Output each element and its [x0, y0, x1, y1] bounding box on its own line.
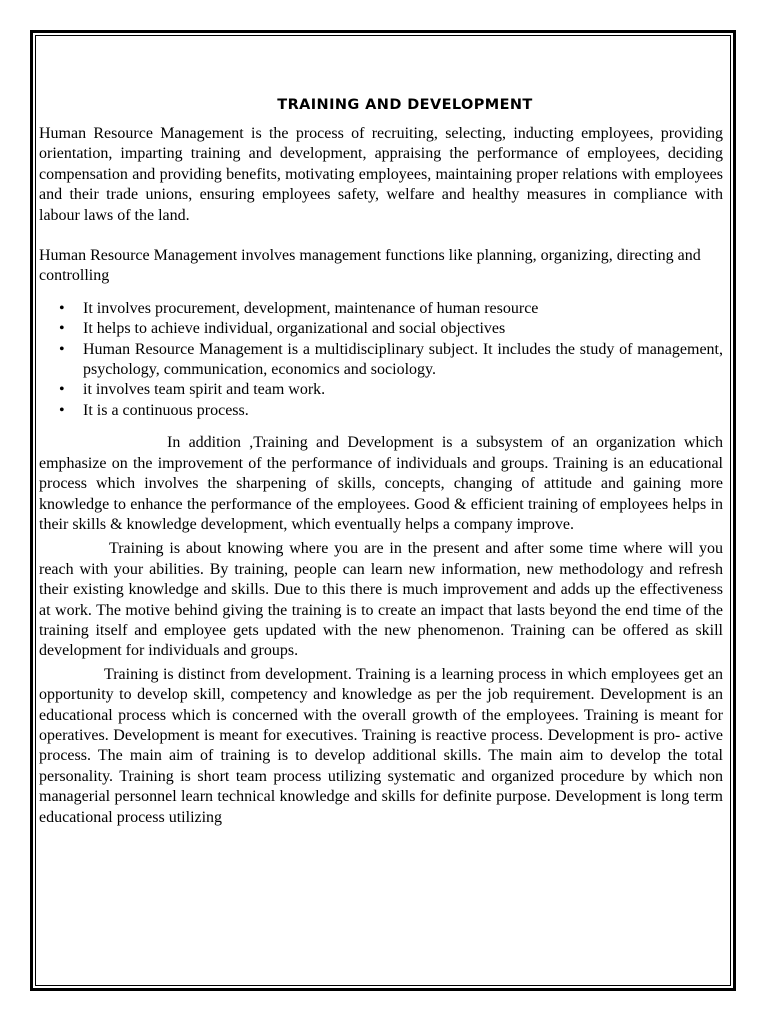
paragraph-hrm-definition: Human Resource Management is the process of recruiting, selecting, inducting employees, providing orientation, imparting training and development, appraising the performance of employees, deciding compensation and providing benefits, motivating employees, maintaining proper relations with employees and their trade unions, ensuring employees safety, welfare and healthy measures in compliance with labour laws of the land. — [39, 125, 723, 224]
paragraph-training-vs-development: Training is distinct from development. Training is a learning process in which employees get an opportunity to develop skill, competency and knowledge as per the job requirement. Development is an educational process which is concerned with the overall growth of the employees. Training is meant for operatives. Development is meant for executives. Training is reactive process. Development is pro- active process. The main aim of training is to develop additional skills. The main aim to develop the total personality. Training is short team process utilizing systematic and organized procedure by which non managerial personnel learn technical knowledge and skills for definite purpose. Development is long term educational process utilizing — [39, 665, 723, 826]
paragraph-training-subsystem: In addition ,Training and Development is a subsystem of an organization which emphasize on the improvement of the performance of individuals and groups. Training is an educational process which involves the sharpening of skills, concepts, changing of attitude and gaining more knowledge to enhance the performance of the employees. Good & efficient training of employees helps in their skills & knowledge development, which eventually helps a company improve. — [39, 434, 723, 533]
list-item: • It is a continuous process. — [83, 401, 723, 421]
list-item: • It involves procurement, development, maintenance of human resource — [83, 299, 723, 319]
paragraph-hrm-functions: Human Resource Management involves management functions like planning, organizing, directing and controlling — [39, 247, 701, 285]
document-body — [39, 94, 723, 828]
paragraph-training-about: Training is about knowing where you are in the present and after some time where will you reach with your abilities. By training, people can learn new information, new methodology and refresh their existing knowledge and skills. Due to this there is much improvement and adds up the effectiveness at work. The motive behind giving the training is to create an impact that lasts beyond the end time of the training itself and employee gets updated with the new phenomenon. Training can be offered as skill development for individuals and groups. — [39, 540, 723, 660]
hrm-features-list — [39, 299, 723, 421]
list-item: • it involves team spirit and team work. — [83, 380, 723, 400]
list-item: • It helps to achieve individual, organizational and social objectives — [83, 319, 723, 339]
document-title: TRAINING AND DEVELOPMENT — [277, 97, 533, 113]
list-item: • Human Resource Management is a multidisciplinary subject. It includes the study of management, psychology, communication, economics and sociology. — [83, 340, 723, 381]
